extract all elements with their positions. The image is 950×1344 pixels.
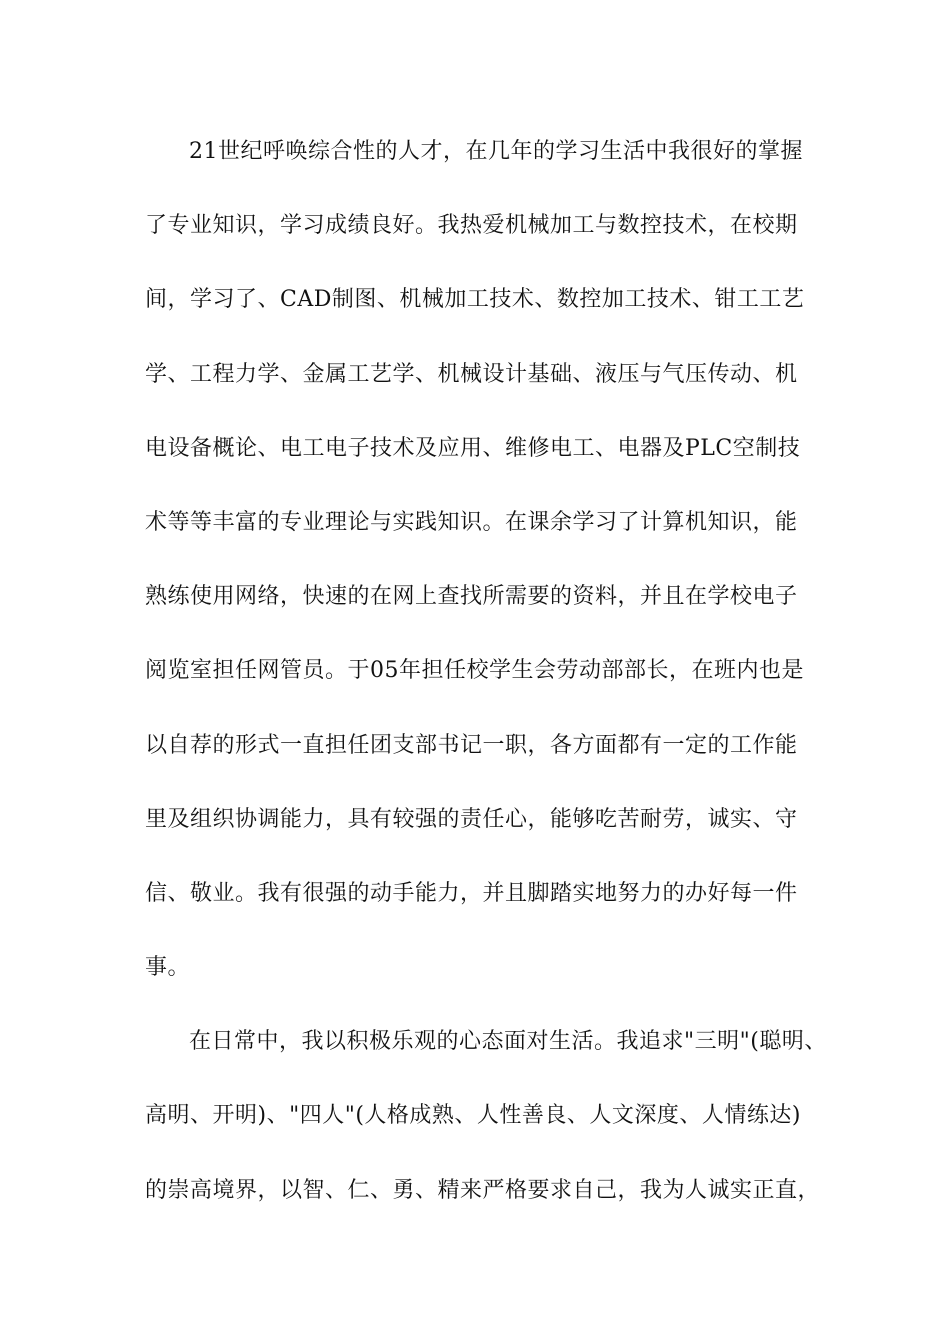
paragraph-1-line-2: 了专业知识，学习成绩良好。我热爱机械加工与数控技术，在校期 [145, 213, 798, 239]
paragraph-1-line-10: 里及组织协调能力，具有较强的责任心，能够吃苦耐劳，诚实、守 [145, 806, 798, 832]
paragraph-1-line-7: 熟练使用网络，快速的在网上查找所需要的资料，并且在学校电子 [145, 584, 798, 610]
paragraph-1-line-3: 间，学习了、CAD制图、机械加工技术、数控加工技术、钳工工艺 [145, 287, 805, 313]
paragraph-1-line-6: 术等等丰富的专业理论与实践知识。在课余学习了计算机知识，能 [145, 509, 798, 535]
paragraph-1-line-4: 学、工程力学、金属工艺学、机械设计基础、液压与气压传动、机 [145, 361, 798, 387]
paragraph-2-line-2: 高明、开明)、"四人"(人格成熟、人性善良、人文深度、人情练达) [145, 1103, 801, 1129]
paragraph-1-line-12: 事。 [145, 955, 191, 981]
paragraph-1-line-5: 电设备概论、电工电子技术及应用、维修电工、电器及PLC空制技 [145, 435, 801, 461]
paragraph-1-line-9: 以自荐的形式一直担任团支部书记一职，各方面都有一定的工作能 [145, 732, 798, 758]
paragraph-2-line-3: 的崇高境界，以智、仁、勇、精来严格要求自己，我为人诚实正直， [145, 1177, 821, 1203]
paragraph-1-line-1: 21世纪呼唤综合性的人才，在几年的学习生活中我很好的掌握 [189, 139, 803, 164]
paragraph-1-line-8: 阅览室担任网管员。于05年担任校学生会劳动部部长，在班内也是 [145, 658, 804, 684]
paragraph-2-line-1: 在日常中，我以积极乐观的心态面对生活。我追求"三明"(聪明、 [189, 1029, 827, 1055]
paragraph-1-line-11: 信、敬业。我有很强的动手能力，并且脚踏实地努力的办好每一件 [145, 880, 798, 906]
document-body [145, 130, 827, 1243]
